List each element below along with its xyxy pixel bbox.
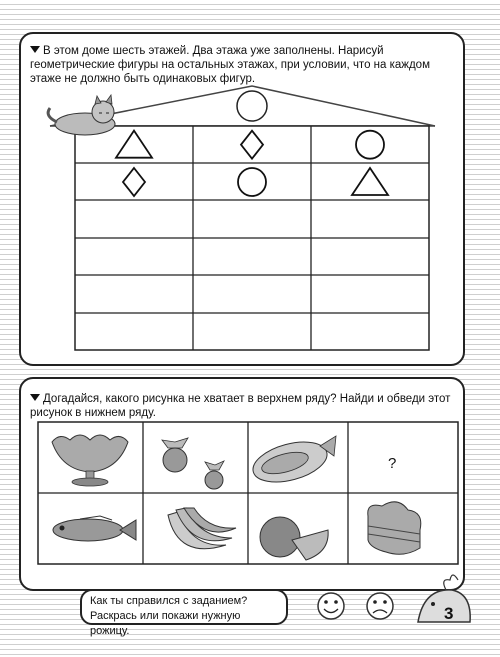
roof-circle xyxy=(237,91,267,121)
happy-face-icon[interactable] xyxy=(318,593,344,619)
cat-illustration xyxy=(48,95,115,135)
sad-face-icon[interactable] xyxy=(367,593,393,619)
task2-text: Догадайся, какого рисунка не хватает в верхнем ряду? Найди и обведи этот рисунок в нижнем ряду. xyxy=(30,393,451,419)
task1-text: В этом доме шесть этажей. Два этажа уже заполнены. Нарисуй геометрические фигуры на остальных этажах, при условии, что на каждом этаже не должно быть одинаковых фигур. xyxy=(30,45,430,85)
self-assessment-box xyxy=(80,589,288,637)
self-assessment-line1: Как ты справился с заданием? xyxy=(90,595,248,607)
self-assessment-line2: Раскрась или покажи нужную рожицу. xyxy=(90,610,241,637)
missing-picture-mark: ? xyxy=(388,455,397,472)
task2-instruction xyxy=(30,392,455,420)
bullet-icon xyxy=(30,394,40,401)
page-number: 3 xyxy=(444,604,454,623)
